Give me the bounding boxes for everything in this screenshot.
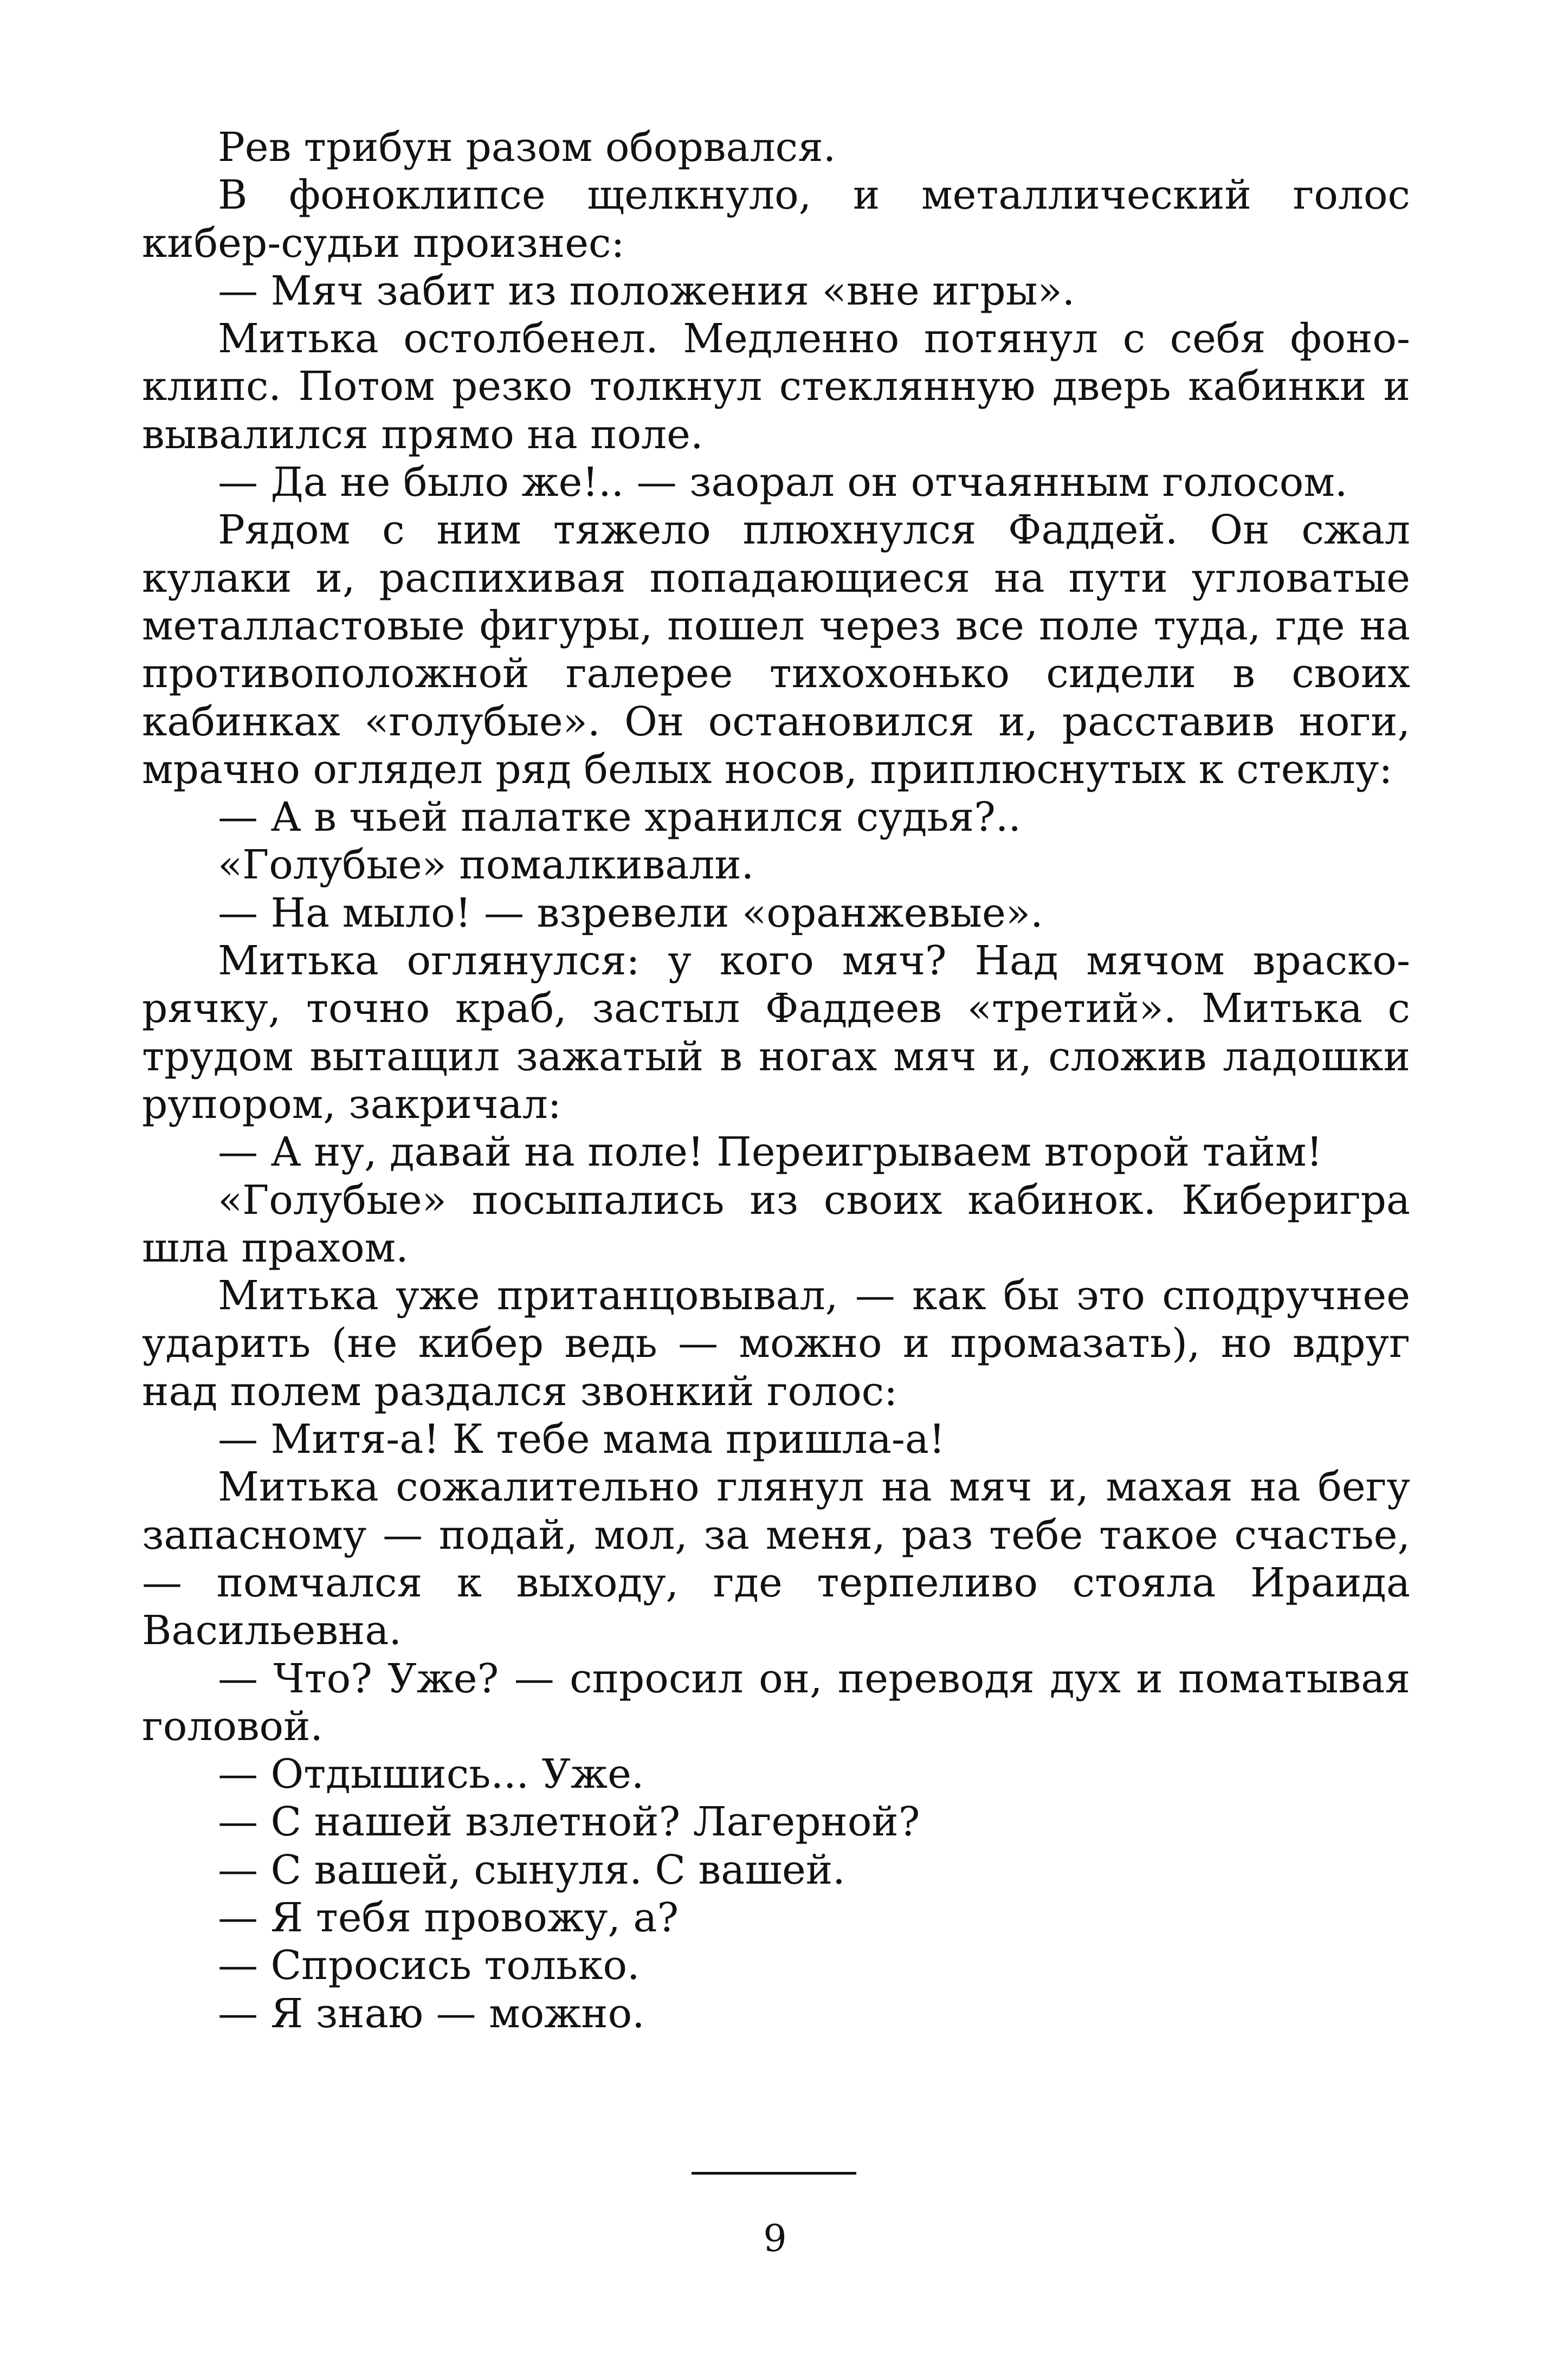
paragraph: — Отдышись... Уже. [218, 1751, 644, 1798]
paragraph: Митька уже пританцовывал, — как бы это сподручнее ударить (не кибер ведь — можно и промазать), но вдруг над полем раздался звонкий голос: [142, 1272, 1410, 1415]
paragraph: «Голубые» помалкивали. [218, 842, 754, 889]
paragraph: Митька сожалительно глянул на мяч и, махая на бегу запасному — подай, мол, за меня, раз тебе такое счастье, — помчался к выходу, где терпеливо стояла Ираида Васильевна. [142, 1464, 1410, 1654]
paragraph: В фоноклипсе щелкнуло, и металлический голос кибер-судьи произнес: [142, 172, 1410, 267]
paragraph: Митька остолбенел. Медленно потянул с себя фоноклипс. Потом резко толкнул стеклянную дверь кабинки и вывалился прямо на поле. [142, 315, 1410, 458]
paragraph: — С вашей, сынуля. С вашей. [218, 1846, 845, 1893]
paragraph: — Спросись только. [218, 1942, 640, 1989]
paragraph: Рев трибун разом оборвался. [218, 124, 836, 171]
paragraph: — А ну, давай на поле! Переигрываем второй тайм! [218, 1129, 1323, 1176]
paragraph: — Что? Уже? — спросил он, переводя дух и поматывая головой. [142, 1655, 1410, 1750]
page-body [142, 124, 1410, 2291]
paragraph: — На мыло! — взревели «оранжевые». [218, 889, 1043, 936]
paragraph: — С нашей взлетной? Лагерной? [218, 1799, 920, 1846]
paragraph: — Мяч забит из положения «вне игры». [218, 267, 1075, 314]
footer-rule [692, 2172, 856, 2175]
paragraph: «Голубые» посыпались из своих кабинок. Киберигра шла прахом. [142, 1176, 1410, 1271]
paragraph: — А в чьей палатке хранился судья?.. [218, 794, 1021, 841]
page-number: 9 [763, 2217, 787, 2260]
paragraph: — Митя-а! К тебе мама пришла-а! [218, 1416, 945, 1463]
paragraph: — Я тебя провожу, а? [218, 1894, 679, 1941]
paragraph: Митька оглянулся: у кого мяч? Над мячом враскорячку, точно краб, застыл Фаддеев «третий». Митька с трудом вытащил зажатый в ногах мяч и, сложив ладошки рупором, закричал: [142, 937, 1410, 1128]
paragraph: — Да не было же!.. — заорал он отчаянным голосом. [218, 459, 1348, 506]
paragraph: — Я знаю — можно. [218, 1990, 645, 2037]
paragraph: Рядом с ним тяжело плюхнулся Фаддей. Он сжал кулаки и, распихивая попадающиеся на пути угловатые металластовые фигуры, пошел через все поле туда, где на противоположной галерее тихохонько сидели в своих кабинках «голубые». Он остановился и, расставив ноги, мрачно оглядел ряд белых носов, приплюснутых к стеклу: [142, 507, 1410, 793]
